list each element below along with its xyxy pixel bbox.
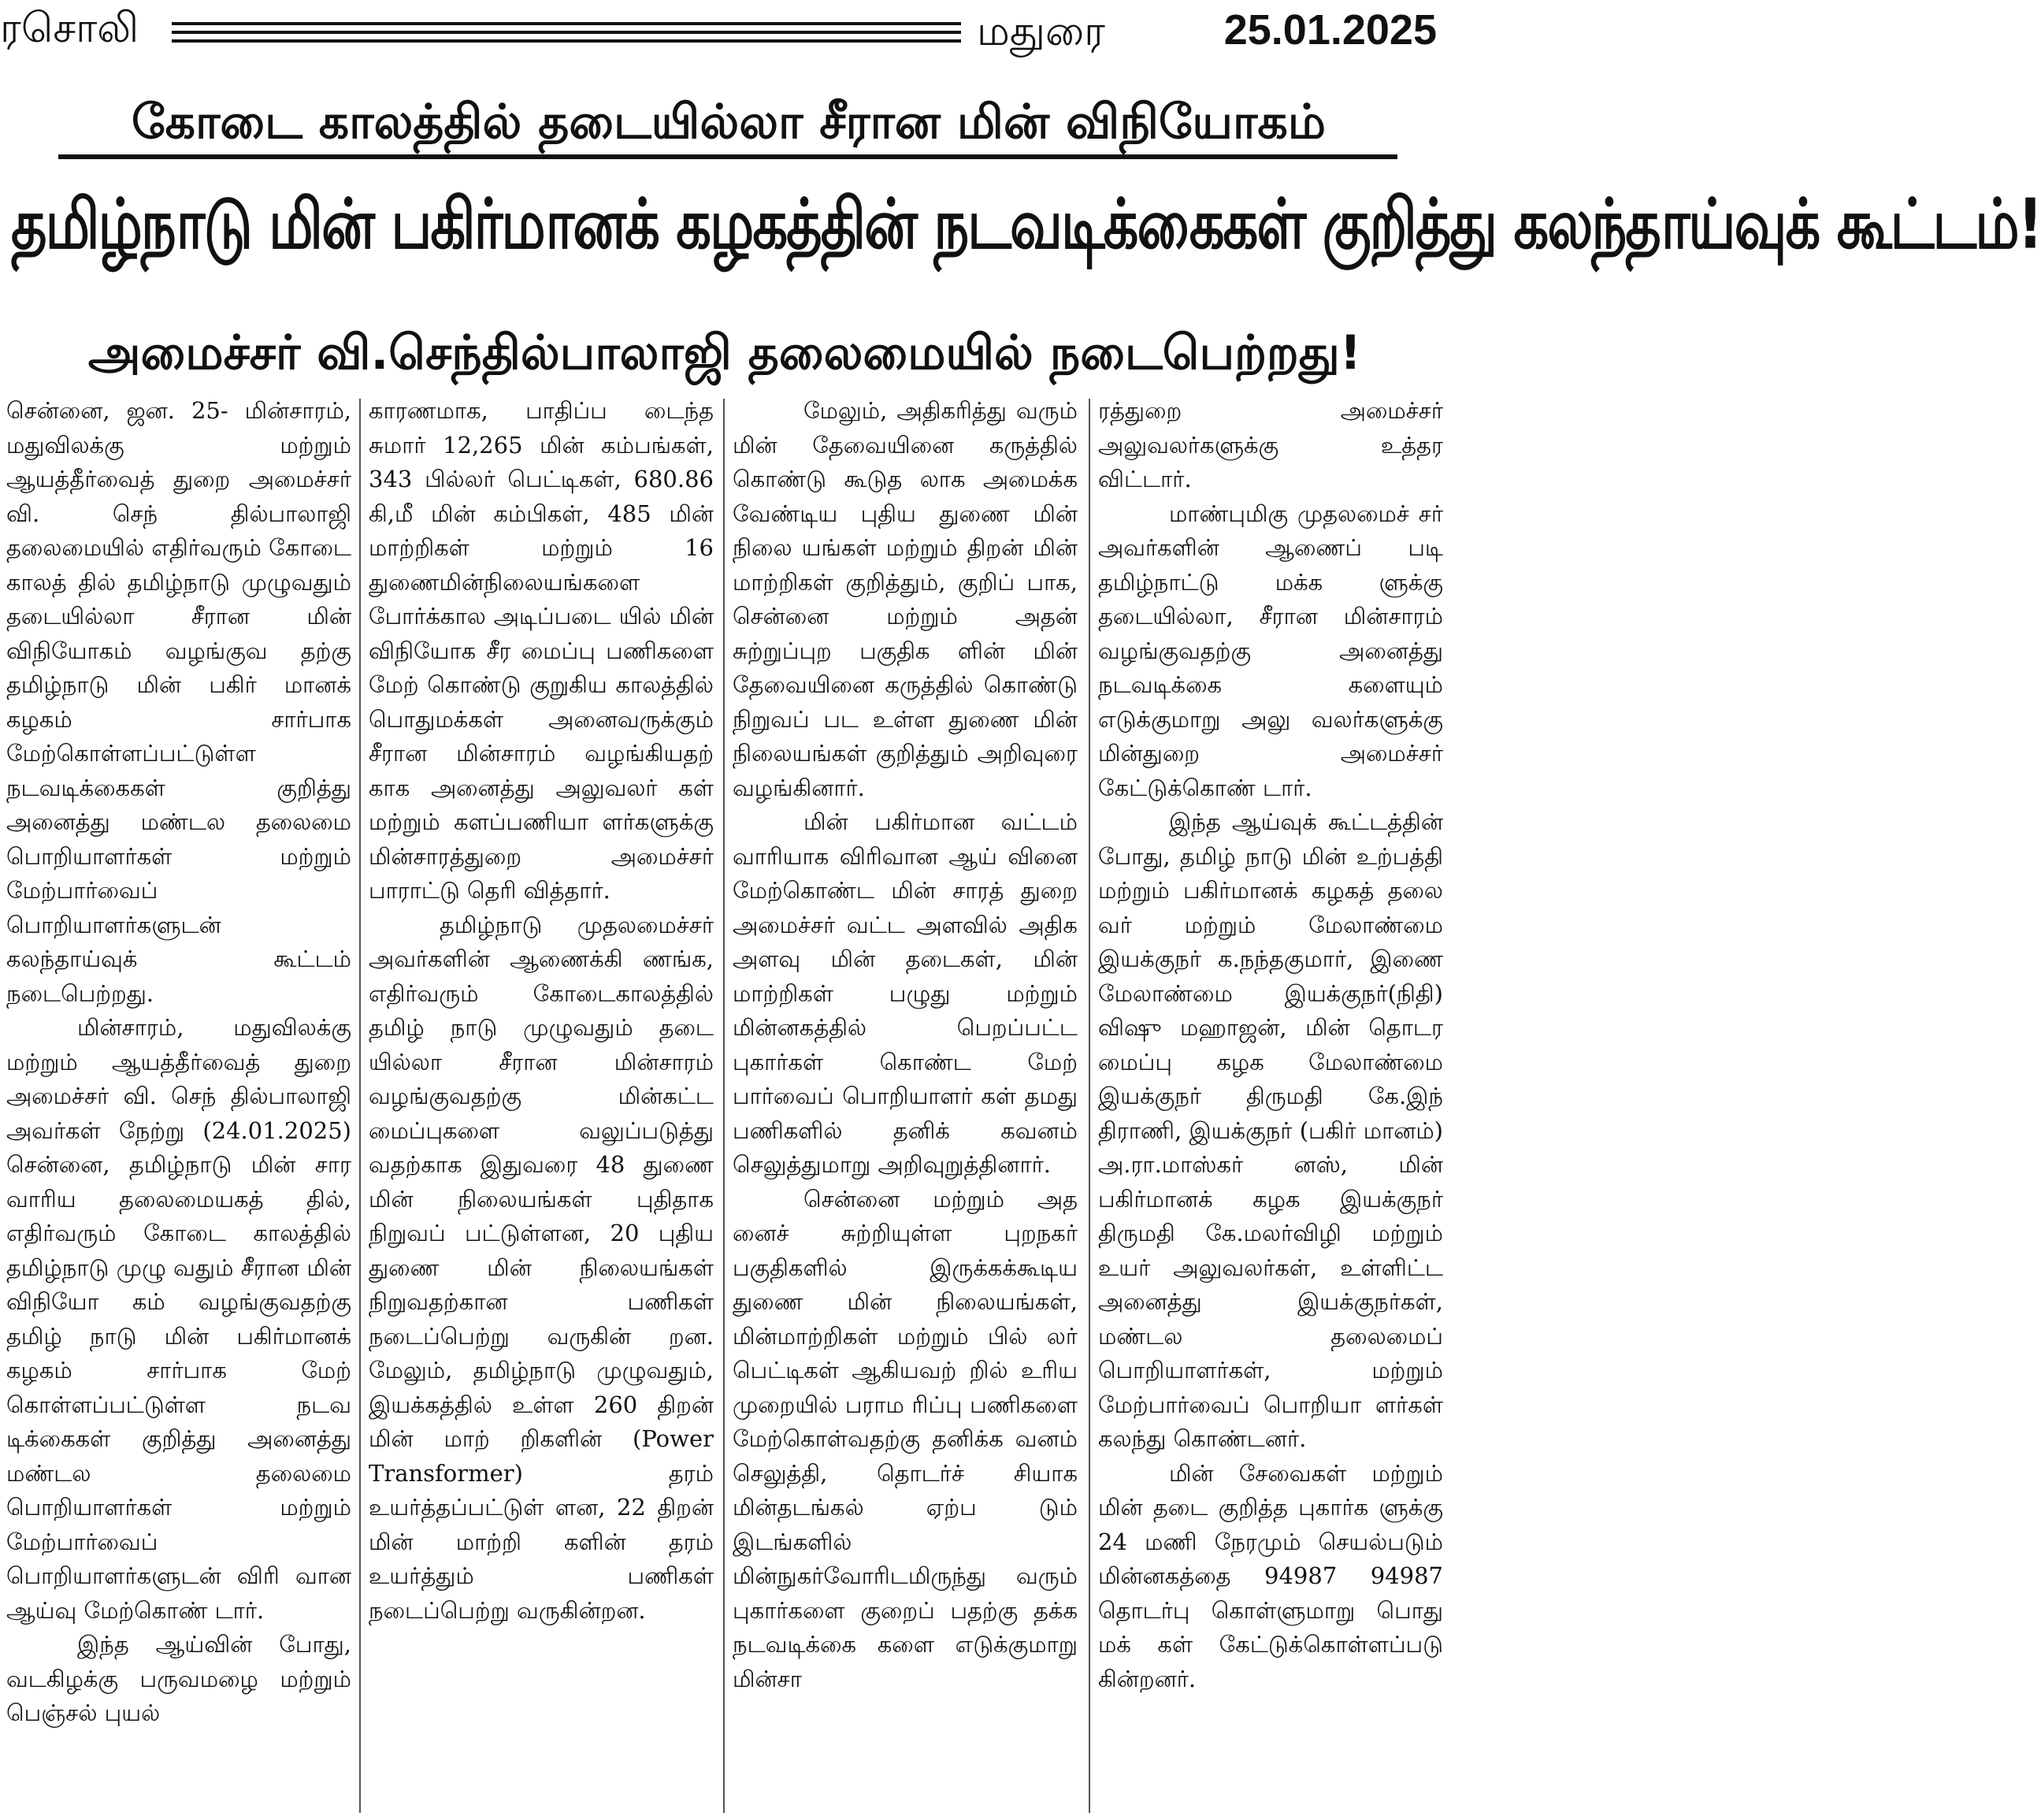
article-column-2 [369, 394, 714, 1816]
column-2-paragraph-1: காரணமாக, பாதிப்ப டைந்த சுமார் 12,265 மின் கம்பங்கள், 343 பில்லர் பெட்டிகள், 680.86 கி,மீ மின் கம்பிகள், 485 மின் மாற்றிகள் மற்றும் 16 துணைமின்நிலையங்களை போர்க்கால அடிப்படை யில் மின் விநியோக சீர மைப்பு பணிகளை மேற் கொண்டு குறுகிய காலத்தில் பொதுமக்கள் அனைவருக்கும் சீரான மின்சாரம் வழங்கியதற் காக அனைத்து அலுவலர் கள் மற்றும் களப்பணியா ளர்களுக்கு மின்சாரத்துறை அமைச்சர் பாராட்டு தெரி வித்தார். [369, 397, 714, 904]
column-3-paragraph-2: மின் பகிர்மான வட்டம் வாரியாக விரிவான ஆய் வினை மேற்கொண்ட மின் சாரத் துறை அமைச்சர் வட்ட அளவில் அதிக அளவு மின் தடைகள், மின் மாற்றிகள் பழுது மற்றும் மின்னகத்தில் பெறப்பட்ட புகார்கள் கொண்ட மேற் பார்வைப் பொறியாளர் கள் தமது பணிகளில் தனிக் கவனம் செலுத்துமாறு அறிவுறுத்தினார். [733, 808, 1078, 1178]
column-4-paragraph-2: மாண்புமிகு முதலமைச் சர் அவர்களின் ஆணைப் படி தமிழ்நாட்டு மக்க ளுக்கு தடையில்லா, சீரான மின்சாரம் வழங்குவதற்கு அனைத்து நடவடிக்கை களையும் எடுக்குமாறு அலு வலர்களுக்கு மின்துறை அமைச்சர் கேட்டுக்கொண் டார். [1098, 500, 1443, 801]
column-1-paragraph-3: இந்த ஆய்வின் போது, வடகிழக்கு பருவமழை மற்றும் பெஞ்சல் புயல் [6, 1631, 351, 1726]
column-4-paragraph-1: ரத்துறை அமைச்சர் அலுவலர்களுக்கு உத்தர விட்டார். [1098, 397, 1443, 492]
article-column-1 [6, 394, 351, 1816]
column-divider [1089, 399, 1090, 1813]
column-divider [723, 399, 725, 1813]
article-column-4 [1098, 394, 1443, 1816]
edition-city: மதுரை [977, 8, 1106, 55]
column-3-paragraph-1: மேலும், அதிகரித்து வரும் மின் தேவையினை கருத்தில் கொண்டு கூடுத லாக அமைக்க வேண்டிய புதிய துணை மின் நிலை யங்கள் மற்றும் திறன் மின் மாற்றிகள் குறித்தும், குறிப் பாக, சென்னை மற்றும் அதன் சுற்றுப்புற பகுதிக ளின் மின் தேவையினை கருத்தில் கொண்டு நிறுவப் பட உள்ள துணை மின் நிலையங்கள் குறித்தும் அறிவுரை வழங்கினார். [733, 397, 1078, 801]
article-body [6, 394, 1445, 1816]
article-headline: தமிழ்நாடு மின் பகிர்மானக் கழகத்தின் நடவடிக்கைகள் குறித்து கலந்தாய்வுக் கூட்டம்! [11, 184, 2041, 265]
masthead [0, 0, 1448, 63]
paper-name: ரசொலி [0, 5, 139, 52]
article-column-3 [733, 394, 1078, 1816]
column-1-paragraph-1: சென்னை, ஜன. 25- மின்சாரம், மதுவிலக்கு மற்றும் ஆயத்தீர்வைத் துறை அமைச்சர் வி. செந் தில்பாலாஜி தலைமையில் எதிர்வரும் கோடை காலத் தில் தமிழ்நாடு முழுவதும் தடையில்லா சீரான மின் விநியோகம் வழங்குவ தற்கு தமிழ்நாடு மின் பகிர் மானக் கழகம் சார்பாக மேற்கொள்ளப்பட்டுள்ள நடவடிக்கைகள் குறித்து அனைத்து மண்டல தலைமை பொறியாளர்கள் மற்றும் மேற்பார்வைப் பொறியாளர்களுடன் கலந்தாய்வுக் கூட்டம் நடைபெற்றது. [6, 397, 351, 1007]
column-2-paragraph-2: தமிழ்நாடு முதலமைச்சர் அவர்களின் ஆணைக்கி ணங்க, எதிர்வரும் கோடைகாலத்தில் தமிழ் நாடு முழுவதும் தடை யில்லா சீரான மின்சாரம் வழங்குவதற்கு மின்கட்ட மைப்புகளை வலுப்படுத்து வதற்காக இதுவரை 48 துணை மின் நிலையங்கள் புதிதாக நிறுவப் பட்டுள்ளன, 20 புதிய துணை மின் நிலையங்கள் நிறுவதற்கான பணிகள் நடைப்பெற்று வருகின் றன. மேலும், தமிழ்நாடு முழுவதும், இயக்கத்தில் உள்ள 260 திறன் மின் மாற் றிகளின் (Power Transformer) தரம் உயர்த்தப்பட்டுள் ளன, 22 திறன் மின் மாற்றி களின் தரம் உயர்த்தும் பணிகள் நடைப்பெற்று வருகின்றன. [369, 911, 714, 1624]
article-kicker: கோடை காலத்தில் தடையில்லா சீரான மின் விநியோகம் [131, 95, 1327, 150]
edition-date: 25.01.2025 [1223, 6, 1437, 54]
column-4-paragraph-4: மின் சேவைகள் மற்றும் மின் தடை குறித்த புகார்க ளுக்கு 24 மணி நேரமும் செயல்படும் மின்னகத்தை 94987 94987 தொடர்பு கொள்ளுமாறு பொது மக் கள் கேட்டுக்கொள்ளப்படு கின்றனர். [1098, 1459, 1443, 1692]
article-subhead: அமைச்சர் வி.செந்தில்பாலாஜி தலைமையில் நடைபெற்றது! [87, 325, 1362, 381]
column-1-paragraph-2: மின்சாரம், மதுவிலக்கு மற்றும் ஆயத்தீர்வைத் துறை அமைச்சர் வி. செந் தில்பாலாஜி அவர்கள் நேற்று (24.01.2025) சென்னை, தமிழ்நாடு மின் சார வாரிய தலைமையகத் தில், எதிர்வரும் கோடை காலத்தில் தமிழ்நாடு முழு வதும் சீரான மின் விநியோ கம் வழங்குவதற்கு தமிழ் நாடு மின் பகிர்மானக் கழகம் சார்பாக மேற் கொள்ளப்பட்டுள்ள நடவ டிக்கைகள் குறித்து அனைத்து மண்டல தலைமை பொறியாளர்கள் மற்றும் மேற்பார்வைப் பொறியாளர்களுடன் விரி வான ஆய்வு மேற்கொண் டார். [6, 1014, 351, 1624]
column-4-paragraph-3: இந்த ஆய்வுக் கூட்டத்தின் போது, தமிழ் நாடு மின் உற்பத்தி மற்றும் பகிர்மானக் கழகத் தலை வர் மற்றும் மேலாண்மை இயக்குநர் க.நந்தகுமார், இணை மேலாண்மை இயக்குநர்(நிதி) விஷு மஹாஜன், மின் தொடர மைப்பு கழக மேலாண்மை இயக்குநர் திருமதி கே.இந் திராணி, இயக்குநர் (பகிர் மானம்) அ.ரா.மாஸ்கர் னஸ், மின் பகிர்மானக் கழக இயக்குநர் திருமதி கே.மலர்விழி மற்றும் உயர் அலுவலர்கள், உள்ளிட்ட அனைத்து இயக்குநர்கள், மண்டல தலைமைப் பொறியாளர்கள், மற்றும் மேற்பார்வைப் பொறியா ளர்கள் கலந்து கொண்டனர். [1098, 808, 1443, 1452]
masthead-rule [172, 22, 961, 43]
column-3-paragraph-3: சென்னை மற்றும் அத னைச் சுற்றியுள்ள புறநகர் பகுதிகளில் இருக்கக்கூடிய துணை மின் நிலையங்கள், மின்மாற்றிகள் மற்றும் பில் லர் பெட்டிகள் ஆகியவற் றில் உரிய முறையில் பராம ரிப்பு பணிகளை மேற்கொள்வதற்கு தனிக்க வனம் செலுத்தி, தொடர்ச் சியாக மின்தடங்கல் ஏற்ப டும் இடங்களில் மின்நுகர்வோரிடமிருந்து வரும் புகார்களை குறைப் பதற்கு தக்க நடவடிக்கை களை எடுக்குமாறு மின்சா [733, 1185, 1078, 1692]
kicker-underline [58, 154, 1397, 159]
column-divider [359, 399, 361, 1813]
